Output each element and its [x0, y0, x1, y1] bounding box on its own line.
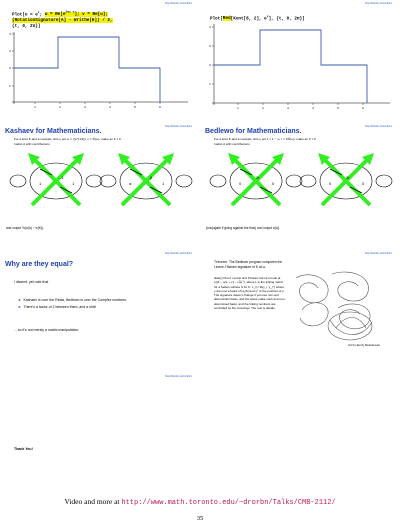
theorem-text: Theorem. The Bedlewo program computes the Levine-Tristram signature of K at ω.	[214, 260, 283, 269]
code-cell[interactable]: Plot[Red[Kont[8, 2], $e^x$], {t, 0, 2π}]	[210, 15, 305, 22]
svg-text:0: 0	[362, 181, 365, 186]
y-tick: 2	[209, 63, 211, 67]
body-line: matrix A with contributions	[14, 142, 50, 146]
body-line: For a knot K and a complex unit ω set z = 1 − ω, r = 2ℜ(ω). make an F × F	[214, 137, 317, 141]
x-tick: 1	[34, 105, 36, 109]
slide-url[interactable]: http://drorbn.net/cmb21	[165, 2, 192, 5]
svg-text:1: 1	[72, 181, 75, 186]
footer-prefix: Video and more at	[64, 497, 122, 506]
slide-theorem	[200, 248, 400, 372]
plot-line	[14, 37, 160, 102]
svg-text:2r: 2r	[256, 175, 260, 180]
slide-plot-kont	[200, 0, 400, 121]
x-tick: 3	[84, 105, 86, 109]
svg-text:1: 1	[162, 181, 165, 186]
body-line: matrix A with contributions	[214, 142, 250, 146]
slide-title: Kashaev for Mathematicians.	[5, 128, 102, 135]
art-caption: Art by Emily Redelmeier	[348, 343, 381, 347]
svg-text:0: 0	[239, 181, 242, 186]
svg-text:β: β	[150, 175, 153, 180]
x-tick: 6	[159, 105, 161, 109]
svg-text:α: α	[129, 181, 132, 186]
bullet-icon: ►	[18, 298, 22, 302]
x-tick: 4	[109, 105, 111, 109]
plot-line	[214, 30, 367, 103]
caption: and output ½(σ(A) − w(K)).	[6, 226, 45, 230]
x-tick: 1	[237, 106, 239, 110]
proof-text: (Easy) Proof. Levine and Tristram tell us to look at σ((1 − ω)L + (1 − ω̅)Lᵀ), where L is the linking matrix for a Seifert surface S for K: L_ij = lk(γ_i, γ_j⁺) where γ are now a basis of H₁(S) and γ⁺ is the pushout of γ. The signature doesn't change if you use non-unit determinant basis, and the faces make such and non-determined basis, and the linking numbers are controlled by the crossings. The rest is details.	[214, 276, 286, 311]
slide-kashaev	[0, 121, 200, 248]
crossing-diagram-left	[210, 153, 302, 205]
bullet-icon: ►	[18, 305, 22, 309]
x-tick: 6	[362, 106, 364, 110]
y-tick: 3	[209, 44, 211, 48]
x-tick: 2	[262, 106, 264, 110]
x-tick: 5	[134, 105, 136, 109]
y-tick: 1	[209, 82, 211, 86]
caption: (conjugate if going against the flow) and output σ(A).	[206, 226, 281, 230]
y-tick: 1	[9, 84, 11, 88]
step-plot	[200, 0, 400, 121]
closing-text: ... so it's not merely a matrix manipulation.	[14, 328, 80, 332]
bullet-item: ► There's a factor of 2 between them, and a shift.	[18, 305, 97, 309]
slide-thank-you	[0, 372, 200, 468]
slide-url[interactable]: http://drorbn.net/cmb21	[165, 125, 192, 128]
knot-surface-art	[200, 248, 400, 372]
svg-text:-1: -1	[60, 175, 64, 180]
bullet-item: ► Kashaev is over the Reals, Bedlewo is over the Complex numbers.	[18, 298, 127, 302]
y-tick: 3	[9, 49, 11, 53]
footer-link[interactable]: http://www.math.toronto.edu/~drorbn/Talks/CMB-2112/	[121, 499, 336, 507]
x-tick: 2	[59, 105, 61, 109]
slide-url[interactable]: http://drorbn.net/cmb21	[365, 252, 392, 255]
step-plot	[0, 0, 200, 121]
slide-url[interactable]: http://drorbn.net/cmb21	[165, 252, 192, 255]
x-tick: 4	[312, 106, 314, 110]
x-tick: 3	[287, 106, 289, 110]
slide-bedlewo	[200, 121, 400, 248]
slide-title: Why are they equal?	[5, 261, 74, 268]
crossing-diagram-right	[100, 153, 192, 205]
slide-url[interactable]: http://drorbn.net/cmb21	[365, 125, 392, 128]
slide-plot-rotation	[0, 0, 200, 121]
thank-you-text: Thank You!	[14, 447, 33, 451]
crossing-diagram-right	[300, 153, 392, 205]
crossing-diagram-left	[10, 153, 102, 205]
y-tick: 4	[9, 32, 11, 36]
x-tick: 5	[337, 106, 339, 110]
svg-text:0: 0	[272, 181, 275, 186]
svg-text:0: 0	[329, 181, 332, 186]
slide-url[interactable]: http://drorbn.net/cmb21	[165, 375, 192, 378]
slide-title: Bedlewo for Mathematicians.	[205, 128, 302, 135]
svg-text:2r: 2r	[346, 175, 350, 180]
slide-url[interactable]: http://drorbn.net/cmb21	[365, 2, 392, 5]
body-line: For a knot K and a complex unit ω set ω = τ(e^{1/2}), ν = ℜ(ω). make an F × F	[14, 137, 122, 141]
slide-why-equal	[0, 248, 200, 372]
page-footer	[0, 497, 400, 507]
page-number: 35	[196, 515, 204, 522]
y-tick: 4	[209, 25, 211, 29]
code-cell[interactable]: Plot[u = $e^x$; $\omega = Re[e^{2\pi i x}]$; v = Re[ω]; (RotationSignature[A] - Writhe[K]) / 2, {t, 0, 2π}]	[12, 11, 113, 29]
y-tick: 2	[9, 66, 11, 70]
intro-text: I dissent, yet note that	[14, 280, 49, 284]
svg-text:1: 1	[39, 181, 42, 186]
